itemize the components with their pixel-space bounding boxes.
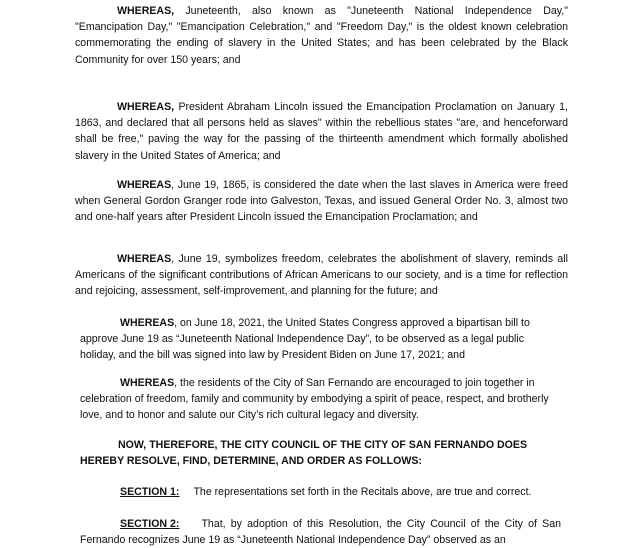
recital-keyword: WHEREAS — [117, 179, 172, 191]
resolve-clause: NOW, THEREFORE, THE CITY COUNCIL OF THE CITY OF SAN FERNANDO DOES HEREBY RESOLVE, FIND, DETERMINE, AND ORDER AS FOLLOWS: — [80, 439, 528, 468]
recital-keyword: WHEREAS — [120, 317, 175, 329]
recital-text: President Abraham Lincoln issued the Emancipation Proclamation on January 1, 1863, and declared that all persons held as slaves" within the rebellious states "are, and henceforward shall be free," paving the way for the passing of the thirteenth amendment which formally abolished slavery in the United States of America; and — [75, 101, 568, 162]
recital-text: , on June 18, 2021, the United States Congress approved a bipartisan bill to approve June 19 as “Juneteenth National Independence Day”, to be observed as a legal public holiday, and the bill was signed into law by President Biden on June 17, 2021; and — [80, 317, 530, 362]
recital-keyword: WHEREAS — [117, 253, 172, 265]
recital-june-19-1865 — [75, 177, 568, 226]
section-text: That, by adoption of this Resolution, the City Council of the City of San Fernando recognizes June 19 as “Juneteenth National Independence Day” observed as an — [80, 518, 561, 547]
recital-emancipation-proclamation — [75, 99, 568, 164]
recital-san-fernando-residents — [80, 375, 561, 424]
recital-keyword: WHEREAS, — [117, 101, 175, 113]
recital-keyword: WHEREAS, — [117, 5, 175, 17]
section-text: The representations set forth in the Recitals above, are true and correct. — [193, 486, 532, 498]
section-2 — [80, 516, 561, 548]
recital-congress-2021 — [80, 315, 561, 364]
recital-text: , June 19, 1865, is considered the date when the last slaves in America were freed when General Gordon Granger rode into Galveston, Texas, and issued General Order No. 3, almost two and one-half years after President Lincoln issued the Emancipation Proclamation; and — [75, 179, 568, 224]
recital-juneteenth — [75, 3, 568, 68]
section-heading: SECTION 1: — [120, 486, 180, 498]
recital-text: Juneteenth, also known as "Juneteenth National Independence Day," "Emancipation Day," "Emancipation Celebration," and "Freedom Day," is the oldest known celebration commemorating the ending of slavery in the United States; and has been celebrated by the Black Community for over 150 years; and — [75, 5, 568, 66]
recital-symbolizes-freedom — [75, 251, 568, 300]
recital-text: , the residents of the City of San Fernando are encouraged to join together in celebration of freedom, family and community by embodying a spirit of peace, respect, and brotherly love, and to honor and salute our City’s rich cultural legacy and diversity. — [80, 377, 549, 422]
section-heading: SECTION 2: — [120, 518, 180, 530]
recital-text: , June 19, symbolizes freedom, celebrates the abolishment of slavery, reminds all Americans of the significant contributions of African Americans to our society, and is a time for reflection and rejoicing, assessment, self-improvement, and planning for the future; and — [75, 253, 568, 298]
recital-keyword: WHEREAS — [120, 377, 175, 389]
section-1 — [80, 484, 570, 500]
